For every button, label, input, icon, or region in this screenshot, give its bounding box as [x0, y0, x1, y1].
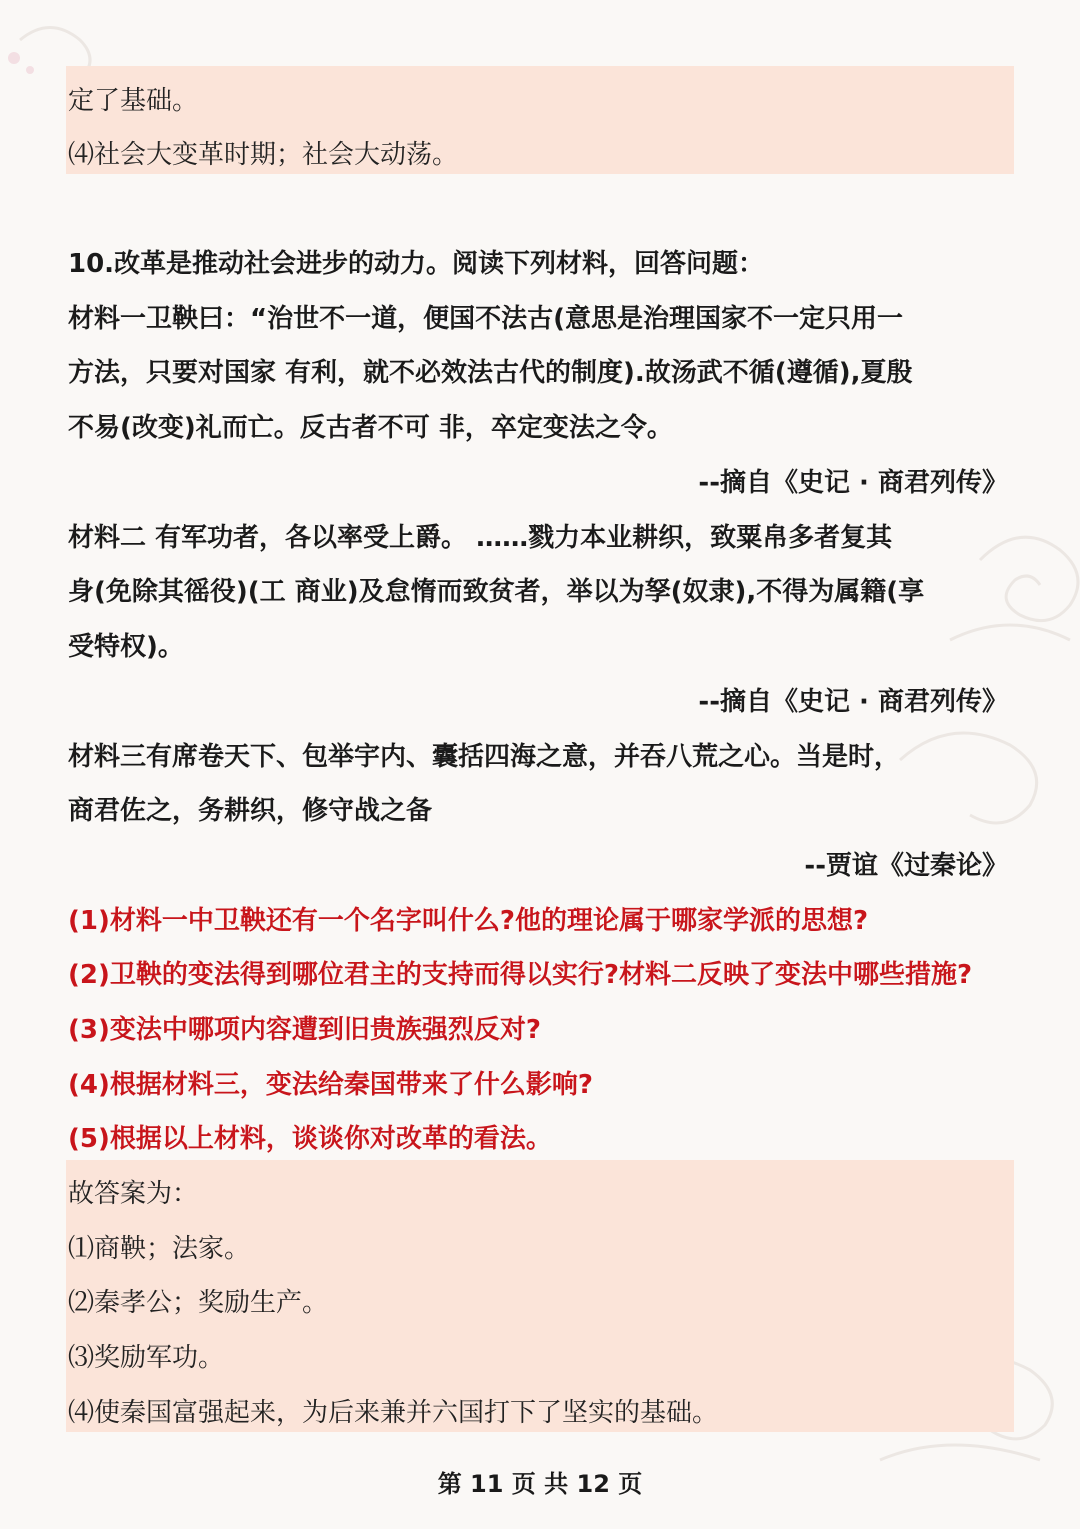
- material2-source: --摘自《史记 · 商君列传》: [698, 687, 1008, 717]
- material1-line-3: 不易(改变)礼而亡。反古者不可 非，卒定变法之令。: [68, 413, 673, 443]
- answer-item-1: ⑴商鞅；法家。: [68, 1234, 251, 1264]
- answer-item-4: ⑷使秦国富强起来，为后来兼并六国打下了坚实的基础。: [68, 1398, 719, 1428]
- material1-line-2: 方法，只要对国家 有利，就不必效法古代的制度).故汤武不循(遵循),夏殷: [68, 358, 913, 388]
- question-title: 10.改革是推动社会进步的动力。阅读下列材料，回答问题：: [68, 249, 765, 279]
- answer-item-3: ⑶奖励军功。: [68, 1343, 225, 1373]
- material1-source: --摘自《史记 · 商君列传》: [698, 468, 1008, 498]
- top-answer-line-2: ⑷社会大变革时期；社会大动荡。: [68, 140, 459, 170]
- material1-line-1: 材料一卫鞅曰：“治世不一道，便国不法古(意思是治理国家不一定只用一: [68, 304, 903, 334]
- material2-line-3: 受特权)。: [68, 632, 184, 662]
- subquestion-2: (2)卫鞅的变法得到哪位君主的支持而得以实行?材料二反映了变法中哪些措施?: [68, 960, 973, 990]
- subquestion-5: (5)根据以上材料，谈谈你对改革的看法。: [68, 1124, 552, 1154]
- material3-source: --贾谊《过秦论》: [804, 851, 1008, 881]
- material2-line-1: 材料二 有军功者，各以率受上爵。 ……戮力本业耕织，致粟帛多者复其: [68, 523, 893, 553]
- answer-item-2: ⑵秦孝公；奖励生产。: [68, 1288, 329, 1318]
- material3-line-1: 材料三有席卷天下、包举宇内、囊括四海之意，并吞八荒之心。当是时，: [68, 742, 901, 772]
- subquestion-1: (1)材料一中卫鞅还有一个名字叫什么?他的理论属于哪家学派的思想?: [68, 906, 869, 936]
- material2-line-2: 身(免除其徭役)(工 商业)及怠惰而致贫者，举以为孥(奴隶),不得为属籍(享: [68, 577, 925, 607]
- subquestion-3: (3)变法中哪项内容遭到旧贵族强烈反对?: [68, 1015, 541, 1045]
- answer-heading: 故答案为：: [68, 1179, 199, 1209]
- subquestion-4: (4)根据材料三，变法给秦国带来了什么影响?: [68, 1070, 593, 1100]
- top-answer-line-1: 定了基础。: [68, 86, 199, 116]
- page-footer: 第 11 页 共 12 页: [437, 1470, 643, 1498]
- material3-line-2: 商君佐之，务耕织，修守战之备: [68, 796, 433, 826]
